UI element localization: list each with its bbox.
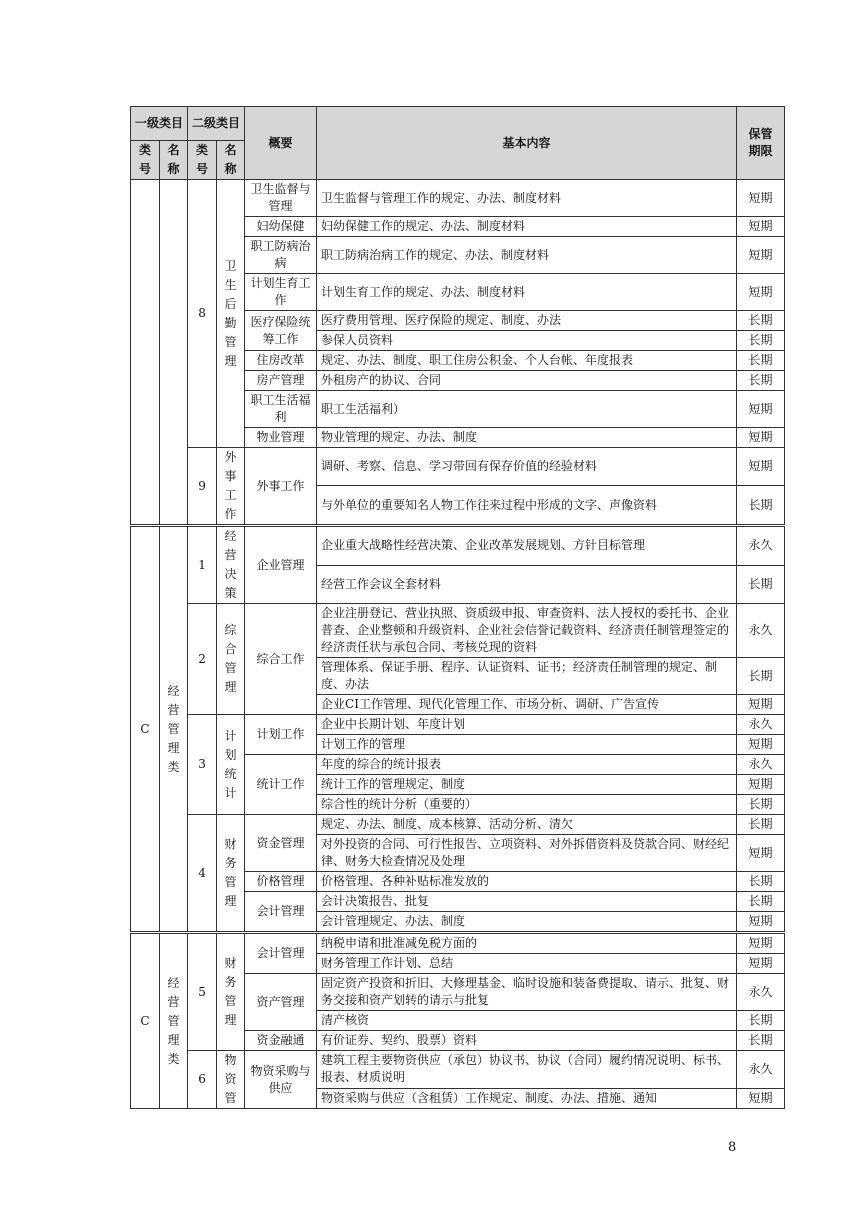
term-cell: 长期 bbox=[737, 486, 785, 526]
content-cell: 统计工作的管理规定、制度 bbox=[317, 775, 737, 795]
summary-cell: 物资采购与供应 bbox=[245, 1051, 317, 1109]
term-cell: 永久 bbox=[737, 755, 785, 775]
term-cell: 长期 bbox=[737, 872, 785, 892]
term-cell: 长期 bbox=[737, 311, 785, 331]
summary-cell: 物业管理 bbox=[245, 428, 317, 448]
l2-name-cell: 外事工作 bbox=[217, 448, 245, 526]
term-cell: 长期 bbox=[737, 1011, 785, 1031]
term-cell: 长期 bbox=[737, 815, 785, 835]
content-cell: 与外单位的重要知名人物工作往来过程中形成的文字、声像资料 bbox=[317, 486, 737, 526]
summary-cell: 妇幼保健 bbox=[245, 217, 317, 237]
term-cell: 短期 bbox=[737, 954, 785, 974]
summary-cell: 资金管理 bbox=[245, 815, 317, 872]
content-cell: 经营工作会议全套材料 bbox=[317, 565, 737, 603]
content-cell: 规定、办法、制度、职工住房公积金、个人台帐、年度报表 bbox=[317, 351, 737, 371]
summary-cell: 综合工作 bbox=[245, 604, 317, 715]
term-cell: 短期 bbox=[737, 237, 785, 274]
term-cell: 短期 bbox=[737, 775, 785, 795]
content-cell: 医疗费用管理、医疗保险的规定、制度、办法 bbox=[317, 311, 737, 331]
summary-cell: 职工防病治病 bbox=[245, 237, 317, 274]
header-l1: 一级类目 bbox=[131, 107, 188, 141]
term-cell: 永久 bbox=[737, 526, 785, 566]
content-cell: 物资采购与供应（含租赁）工作规定、制度、办法、措施、通知 bbox=[317, 1088, 737, 1108]
l1-name-cell: 经营管理类 bbox=[160, 526, 188, 933]
content-cell: 规定、办法、制度、成本核算、活动分析、清欠 bbox=[317, 815, 737, 835]
l2-name-cell: 经营决策 bbox=[217, 526, 245, 604]
content-cell: 会计管理规定、办法、制度 bbox=[317, 912, 737, 933]
l2-code-cell: 1 bbox=[188, 526, 217, 604]
summary-cell: 卫生监督与管理 bbox=[245, 180, 317, 217]
table-row bbox=[131, 933, 785, 954]
header-content: 基本内容 bbox=[317, 107, 737, 180]
l1-code-cell bbox=[131, 180, 160, 526]
content-cell: 价格管理、各种补贴标准发放的 bbox=[317, 872, 737, 892]
term-cell: 长期 bbox=[737, 351, 785, 371]
table-row bbox=[131, 526, 785, 566]
page-number: 8 bbox=[728, 1140, 737, 1155]
table-row bbox=[131, 604, 785, 658]
content-cell: 清产核资 bbox=[317, 1011, 737, 1031]
term-cell: 永久 bbox=[737, 1051, 785, 1089]
summary-cell: 统计工作 bbox=[245, 755, 317, 815]
l2-code-cell: 8 bbox=[188, 180, 217, 448]
content-cell: 对外投资的合同、可行性报告、立项资料、对外拆借资料及贷款合同、财经纪律、财务大检查情况及处理 bbox=[317, 835, 737, 872]
term-cell: 长期 bbox=[737, 1031, 785, 1051]
content-cell: 调研、考察、信息、学习带回有保存价值的经验材料 bbox=[317, 448, 737, 486]
term-cell: 短期 bbox=[737, 695, 785, 715]
term-cell: 短期 bbox=[737, 180, 785, 217]
term-cell: 短期 bbox=[737, 735, 785, 755]
header-l1-code: 类号 bbox=[131, 141, 160, 180]
term-cell: 短期 bbox=[737, 391, 785, 428]
summary-cell: 价格管理 bbox=[245, 872, 317, 892]
content-cell: 管理体系、保证手册、程序、认证资料、证书；经济责任制管理的规定、制度、办法 bbox=[317, 658, 737, 695]
term-cell: 短期 bbox=[737, 448, 785, 486]
summary-cell: 会计管理 bbox=[245, 892, 317, 933]
content-cell: 综合性的统计分析（重要的） bbox=[317, 795, 737, 815]
term-cell: 短期 bbox=[737, 274, 785, 311]
summary-cell: 企业管理 bbox=[245, 526, 317, 604]
content-cell: 建筑工程主要物资供应（承包）协议书、协议（合同）履约情况说明、标书、报表、材质说明 bbox=[317, 1051, 737, 1089]
term-cell: 长期 bbox=[737, 795, 785, 815]
term-cell: 长期 bbox=[737, 565, 785, 603]
l2-code-cell: 3 bbox=[188, 715, 217, 815]
content-cell: 固定资产投资和折旧、大修理基金、临时设施和装备费提取、请示、批复、财务交接和资产划转的请示与批复 bbox=[317, 974, 737, 1011]
l2-name-cell: 卫生后勤管理 bbox=[217, 180, 245, 448]
header-term: 保管期限 bbox=[737, 107, 785, 180]
summary-cell: 计划生育工作 bbox=[245, 274, 317, 311]
table-header bbox=[131, 107, 785, 180]
content-cell: 物业管理的规定、办法、制度 bbox=[317, 428, 737, 448]
term-cell: 永久 bbox=[737, 715, 785, 735]
table-row bbox=[131, 715, 785, 735]
content-cell: 计划工作的管理 bbox=[317, 735, 737, 755]
summary-cell: 房产管理 bbox=[245, 371, 317, 391]
l2-name-cell: 财务管理 bbox=[217, 933, 245, 1051]
table-row bbox=[131, 815, 785, 835]
term-cell: 短期 bbox=[737, 835, 785, 872]
l2-name-cell: 物资管 bbox=[217, 1051, 245, 1109]
l1-code-cell: C bbox=[131, 933, 160, 1109]
summary-cell: 资产管理 bbox=[245, 974, 317, 1031]
content-cell: 企业重大战略性经营决策、企业改革发展规划、方针目标管理 bbox=[317, 526, 737, 566]
l2-code-cell: 4 bbox=[188, 815, 217, 933]
content-cell: 妇幼保健工作的规定、办法、制度材料 bbox=[317, 217, 737, 237]
archive-table bbox=[130, 106, 785, 1109]
content-cell: 会计决策报告、批复 bbox=[317, 892, 737, 912]
content-cell: 财务管理工作计划、总结 bbox=[317, 954, 737, 974]
l1-code-cell: C bbox=[131, 526, 160, 933]
table-row bbox=[131, 180, 785, 217]
summary-cell: 计划工作 bbox=[245, 715, 317, 755]
l2-code-cell: 6 bbox=[188, 1051, 217, 1109]
content-cell: 企业CI工作管理、现代化管理工作、市场分析、调研、广告宣传 bbox=[317, 695, 737, 715]
term-cell: 长期 bbox=[737, 658, 785, 695]
term-cell: 短期 bbox=[737, 217, 785, 237]
term-cell: 永久 bbox=[737, 974, 785, 1011]
content-cell: 职工生活福利） bbox=[317, 391, 737, 428]
header-summary: 概要 bbox=[245, 107, 317, 180]
term-cell: 长期 bbox=[737, 371, 785, 391]
l1-name-cell: 经营管理类 bbox=[160, 933, 188, 1109]
content-cell: 纳税申请和批准减免税方面的 bbox=[317, 933, 737, 954]
summary-cell: 住房改革 bbox=[245, 351, 317, 371]
summary-cell: 职工生活福利 bbox=[245, 391, 317, 428]
term-cell: 长期 bbox=[737, 331, 785, 351]
l2-code-cell: 5 bbox=[188, 933, 217, 1051]
l2-name-cell: 计划统计 bbox=[217, 715, 245, 815]
l2-name-cell: 综合管理 bbox=[217, 604, 245, 715]
content-cell: 卫生监督与管理工作的规定、办法、制度材料 bbox=[317, 180, 737, 217]
l2-code-cell: 9 bbox=[188, 448, 217, 526]
content-cell: 外租房产的协议、合同 bbox=[317, 371, 737, 391]
l2-code-cell: 2 bbox=[188, 604, 217, 715]
content-cell: 年度的综合的统计报表 bbox=[317, 755, 737, 775]
content-cell: 参保人员资料 bbox=[317, 331, 737, 351]
content-cell: 企业中长期计划、年度计划 bbox=[317, 715, 737, 735]
term-cell: 短期 bbox=[737, 428, 785, 448]
term-cell: 长期 bbox=[737, 892, 785, 912]
l1-name-cell bbox=[160, 180, 188, 526]
content-cell: 职工防病治病工作的规定、办法、制度材料 bbox=[317, 237, 737, 274]
content-cell: 有价证券、契约、股票）资料 bbox=[317, 1031, 737, 1051]
term-cell: 短期 bbox=[737, 1088, 785, 1108]
table-body bbox=[131, 180, 785, 1109]
summary-cell: 会计管理 bbox=[245, 933, 317, 974]
term-cell: 永久 bbox=[737, 604, 785, 658]
l2-name-cell: 财务管理 bbox=[217, 815, 245, 933]
summary-cell: 外事工作 bbox=[245, 448, 317, 526]
content-cell: 企业注册登记、营业执照、资质级申报、审查资料、法人授权的委托书、企业普查、企业整顿和升级资料、企业社会信誉记载资料、经济责任制管理签定的经济责任状与承包合同、考核兑现的资料 bbox=[317, 604, 737, 658]
header-l2-code: 类号 bbox=[188, 141, 217, 180]
header-l2: 二级类目 bbox=[188, 107, 245, 141]
summary-cell: 医疗保险统筹工作 bbox=[245, 311, 317, 351]
table-row bbox=[131, 1051, 785, 1089]
header-l2-name: 名称 bbox=[217, 141, 245, 180]
header-l1-name: 名称 bbox=[160, 141, 188, 180]
summary-cell: 资金融通 bbox=[245, 1031, 317, 1051]
content-cell: 计划生育工作的规定、办法、制度材料 bbox=[317, 274, 737, 311]
term-cell: 短期 bbox=[737, 933, 785, 954]
table-row bbox=[131, 448, 785, 486]
term-cell: 短期 bbox=[737, 912, 785, 933]
